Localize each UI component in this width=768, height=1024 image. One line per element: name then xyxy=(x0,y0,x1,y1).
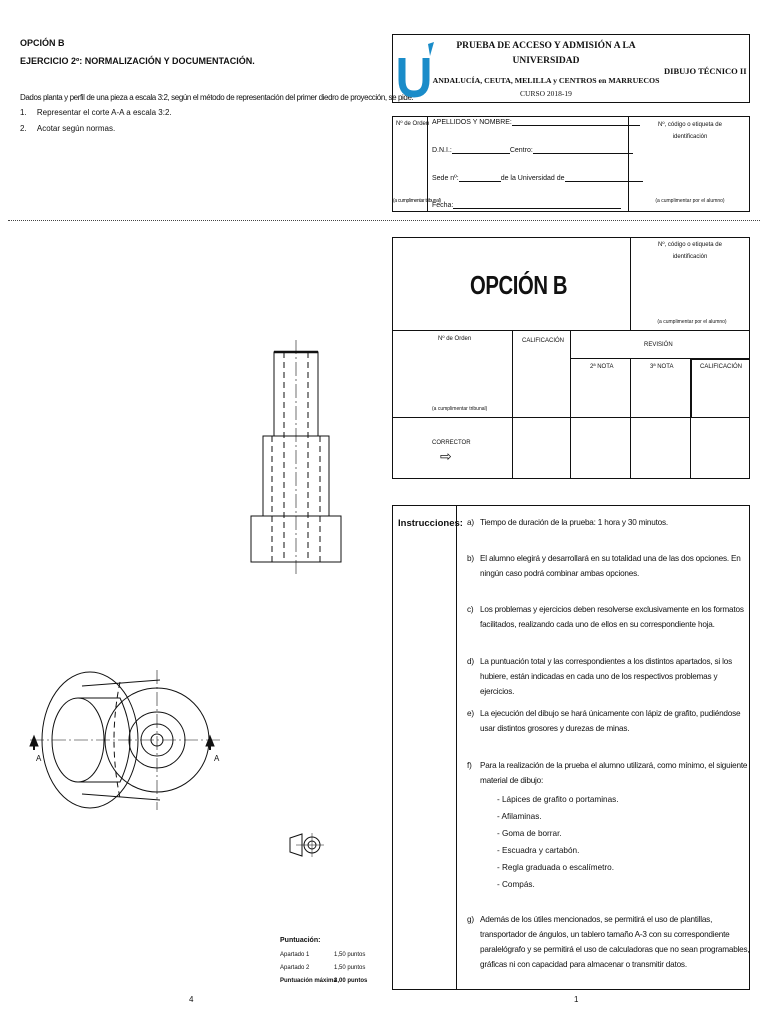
sede-label: Sede nº: xyxy=(432,175,459,182)
tribunal-note: (a cumplimentar tribunal) xyxy=(393,198,441,204)
section-arrow-right-icon xyxy=(206,736,214,746)
task-number: 2. xyxy=(20,124,27,133)
task-1 xyxy=(20,108,172,117)
exam-year: CURSO 2018-19 xyxy=(520,89,572,98)
instructions-heading: Instrucciones: xyxy=(398,518,463,529)
option-label: OPCIÓN B xyxy=(20,38,65,48)
corrector-label: CORRECTOR xyxy=(432,440,471,446)
item-text: Para la realización de la prueba el alumno utilizará, como mínimo, el siguiente material de dibujo: xyxy=(480,761,748,785)
item-label: e) xyxy=(467,709,474,718)
scoring-row-1-label: Apartado 1 xyxy=(280,952,310,958)
code-label-line2: identificación xyxy=(672,254,708,260)
task-text: Acotar según normas. xyxy=(36,124,116,133)
scoring-heading: Puntuación: xyxy=(280,937,321,944)
answer-orden-label: Nº de Orden xyxy=(438,336,472,342)
item-text: Tiempo de duración de la prueba: 1 hora y 30 minutos. xyxy=(480,518,668,527)
cut-line xyxy=(8,220,760,221)
region-b: MARRUECOS xyxy=(608,76,660,85)
scoring-max-label: Puntuación máxima xyxy=(280,978,337,984)
calificacion2-label: CALIFICACIÓN xyxy=(700,364,743,370)
material-item: - Regla graduada o escalímetro. xyxy=(497,863,614,872)
item-label: b) xyxy=(467,554,474,563)
scoring-row-2-value: 1,50 puntos xyxy=(334,965,366,971)
nota3-label: 3ª NOTA xyxy=(650,364,674,370)
dni-field[interactable] xyxy=(432,145,633,154)
exercise-title: EJERCICIO 2º: NORMALIZACIÓN Y DOCUMENTACIÓN. xyxy=(20,56,255,66)
option-title: OPCIÓN B xyxy=(470,270,568,300)
scoring-max-value: 3,00 puntos xyxy=(334,978,368,984)
item-text: El alumno elegirá y desarrollará en su totalidad una de las dos opciones. En ningún caso podrá combinar ambas opciones. xyxy=(480,554,741,578)
task-text: Representar el corte A-A a escala 3:2. xyxy=(36,108,172,117)
item-text: La ejecución del dibujo se hará únicamente con lápiz de grafito, pudiéndose usar distintos grosores y durezas de minas. xyxy=(480,709,741,733)
answer-tribunal-note: (a cumplimentar tribunal) xyxy=(432,406,488,412)
material-item: - Escuadra y cartabón. xyxy=(497,846,580,855)
material-item: - Lápices de grafito o portaminas. xyxy=(497,795,619,804)
region-a: ANDALUCÍA, CEUTA, MELILLA y CENTROS en xyxy=(432,76,607,85)
technical-drawing xyxy=(0,330,380,870)
item-label: f) xyxy=(467,761,472,770)
scoring-row-1-value: 1,50 puntos xyxy=(334,952,366,958)
item-label: c) xyxy=(467,605,474,614)
student-note: (a cumplimentar por el alumno) xyxy=(655,198,725,204)
task-number: 1. xyxy=(20,108,27,117)
code-label-line1: Nº, código o etiqueta de xyxy=(658,242,722,248)
section-label-right: A xyxy=(214,754,220,763)
answer-code-label xyxy=(640,242,740,260)
apellidos-field[interactable] xyxy=(432,117,640,126)
page-number-left: 4 xyxy=(189,995,194,1004)
id-code-label xyxy=(640,122,740,140)
exam-title-line1: PRUEBA DE ACCESO Y ADMISIÓN A LA xyxy=(456,41,636,51)
subject-name: DIBUJO TÉCNICO II xyxy=(664,66,747,76)
item-text: Además de los útiles mencionados, se permitirá el uso de plantillas, transportador de ángulos, un tablero tamaño A-3 con su correspondiente paralelógrafo y se permitirá el uso de calculadoras que no sean programables, gráficas ni con capacidad para almacenar o transmitir datos. xyxy=(480,915,750,969)
item-text: Los problemas y ejercicios deben resolverse exclusivamente en los formatos facilitados, realizando cada uno de ellos en su correspondiente hoja. xyxy=(480,605,744,629)
material-item: - Compás. xyxy=(497,880,535,889)
apellidos-label: APELLIDOS Y NOMBRE: xyxy=(432,119,512,126)
scoring-row-2-label: Apartado 2 xyxy=(280,965,310,971)
nota2-label: 2ª NOTA xyxy=(590,364,614,370)
exam-title-line2: UNIVERSIDAD xyxy=(512,56,580,66)
fecha-label: Fecha: xyxy=(432,202,454,209)
exercise-statement: Dados planta y perfil de una pieza a escala 3:2, según el método de representación del primer diedro de proyección, se pide: xyxy=(20,93,414,102)
university-logo-icon xyxy=(398,38,438,100)
item-text: La puntuación total y las correspondientes a los distintos apartados, si los hubiere, están indicadas en cada uno de los respectivos problemas y ejercicios. xyxy=(480,657,732,696)
section-arrow-left-icon xyxy=(30,736,38,746)
code-label-line2: identificación xyxy=(672,134,708,140)
centro-label: Centro: xyxy=(509,147,533,154)
item-label: d) xyxy=(467,657,474,666)
item-label: a) xyxy=(467,518,474,527)
dni-label: D.N.I.: xyxy=(432,147,452,154)
page-number-right: 1 xyxy=(574,995,579,1004)
material-item: - Afilaminas. xyxy=(497,812,542,821)
sede-field[interactable] xyxy=(432,173,643,182)
universidad-label: de la Universidad de xyxy=(500,175,565,182)
calificacion-label: CALIFICACIÓN xyxy=(522,338,565,344)
revision-label: REVISIÓN xyxy=(644,342,673,348)
section-label-left: A xyxy=(36,754,42,763)
fecha-field[interactable] xyxy=(432,200,621,209)
item-label: g) xyxy=(467,915,474,924)
code-label-line1: Nº, código o etiqueta de xyxy=(658,122,722,128)
exam-region xyxy=(432,76,660,85)
material-item: - Goma de borrar. xyxy=(497,829,562,838)
task-2 xyxy=(20,124,115,133)
answer-student-note: (a cumplimentar por el alumno) xyxy=(657,319,727,325)
orden-label: Nº de Orden xyxy=(396,121,430,127)
arrow-right-icon: ⇨ xyxy=(440,448,452,464)
